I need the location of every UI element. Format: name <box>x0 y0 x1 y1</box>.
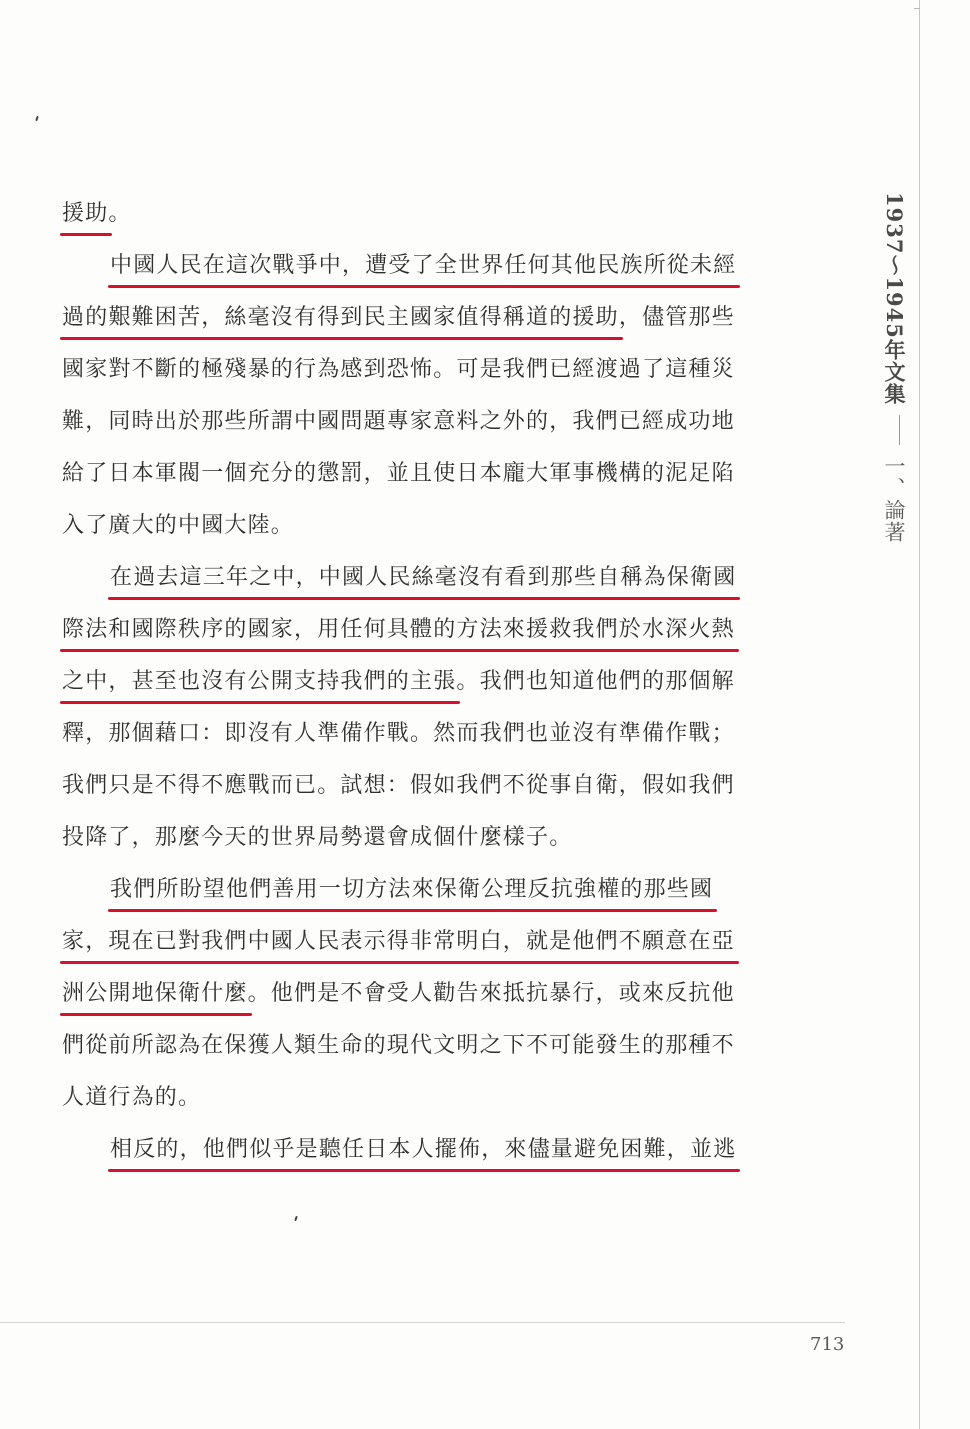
running-header-years: 1937〜1945年文集 <box>882 192 907 405</box>
text-line <box>62 396 782 448</box>
line-text: 釋，那個藉口：即沒有人準備作戰。然而我們也並沒有準備作戰； <box>62 721 735 746</box>
body-text <box>62 188 782 1176</box>
line-text: 人道行為的。 <box>62 1085 202 1110</box>
running-header <box>874 192 914 543</box>
text-line <box>62 968 782 1020</box>
page-edge-tick <box>914 8 920 9</box>
text-line <box>62 812 782 864</box>
text-line <box>62 1020 782 1072</box>
underlined-text: 之中，甚至也沒有公開支持我們的主張 <box>62 669 457 694</box>
underlined-text: 援助 <box>62 201 109 226</box>
page-edge-line <box>919 0 920 1429</box>
text-line <box>62 240 782 292</box>
text-line <box>62 604 782 656</box>
text-line <box>62 344 782 396</box>
scan-speck <box>35 116 39 121</box>
running-header-section: 一、論著 <box>882 454 906 543</box>
line-text: 給了日本軍閥一個充分的懲罰，並且使日本龐大軍事機構的泥足陷 <box>62 461 735 486</box>
line-text: 我們只是不得不應戰而已。試想：假如我們不從事自衛，假如我們 <box>62 773 735 798</box>
text-line <box>62 760 782 812</box>
text-line <box>62 916 782 968</box>
line-text: ，儘管那些 <box>618 305 735 330</box>
text-line <box>62 1072 782 1124</box>
underlined-text: 洲公開地保衛什麼 <box>62 981 248 1006</box>
line-text: 難，同時出於那些所謂中國問題專家意料之外的，我們已經成功地 <box>62 409 735 434</box>
line-text: 們從前所認為在保獲人類生命的現代文明之下不可能發生的那種不 <box>62 1033 735 1058</box>
line-text: 投降了，那麼今天的世界局勢還會成個什麼樣子。 <box>62 825 573 850</box>
text-line <box>62 864 782 916</box>
line-text: 。 <box>108 201 132 226</box>
line-text: 。我們也知道他們的那個解 <box>456 669 735 694</box>
text-line <box>62 656 782 708</box>
text-line <box>62 188 782 240</box>
underlined-text: 我們所盼望他們善用一切方法來保衛公理反抗強權的那些國 <box>110 877 714 902</box>
line-text: 入了廣大的中國大陸。 <box>62 513 295 538</box>
line-text: 國家對不斷的極殘暴的行為感到恐怖。可是我們已經渡過了這種災 <box>62 357 735 382</box>
underlined-text: 家，現在已對我們中國人民表示得非常明白，就是他們不願意在亞 <box>62 929 735 954</box>
text-line <box>62 448 782 500</box>
text-line <box>62 292 782 344</box>
line-text: 。他們是不會受人勸告來抵抗暴行，或來反抗他 <box>247 981 735 1006</box>
running-header-separator <box>899 415 900 445</box>
underlined-text: 際法和國際秩序的國家，用任何具體的方法來援救我們於水深火熱 <box>62 617 735 642</box>
scan-speck <box>294 1216 298 1221</box>
text-line <box>62 1124 782 1176</box>
text-line <box>62 500 782 552</box>
page-number: 713 <box>810 1334 845 1355</box>
underlined-text: 過的艱難困苦，絲毫沒有得到民主國家值得稱道的援助 <box>62 305 619 330</box>
text-line <box>62 708 782 760</box>
underlined-text: 相反的，他們似乎是聽任日本人擺佈，來儘量避免困難，並逃 <box>110 1137 737 1162</box>
underlined-text: 在過去這三年之中，中國人民絲毫沒有看到那些自稱為保衛國 <box>110 565 737 590</box>
footer-rule <box>0 1322 845 1323</box>
text-line <box>62 552 782 604</box>
underlined-text: 中國人民在這次戰爭中，遭受了全世界任何其他民族所從未經 <box>110 253 737 278</box>
